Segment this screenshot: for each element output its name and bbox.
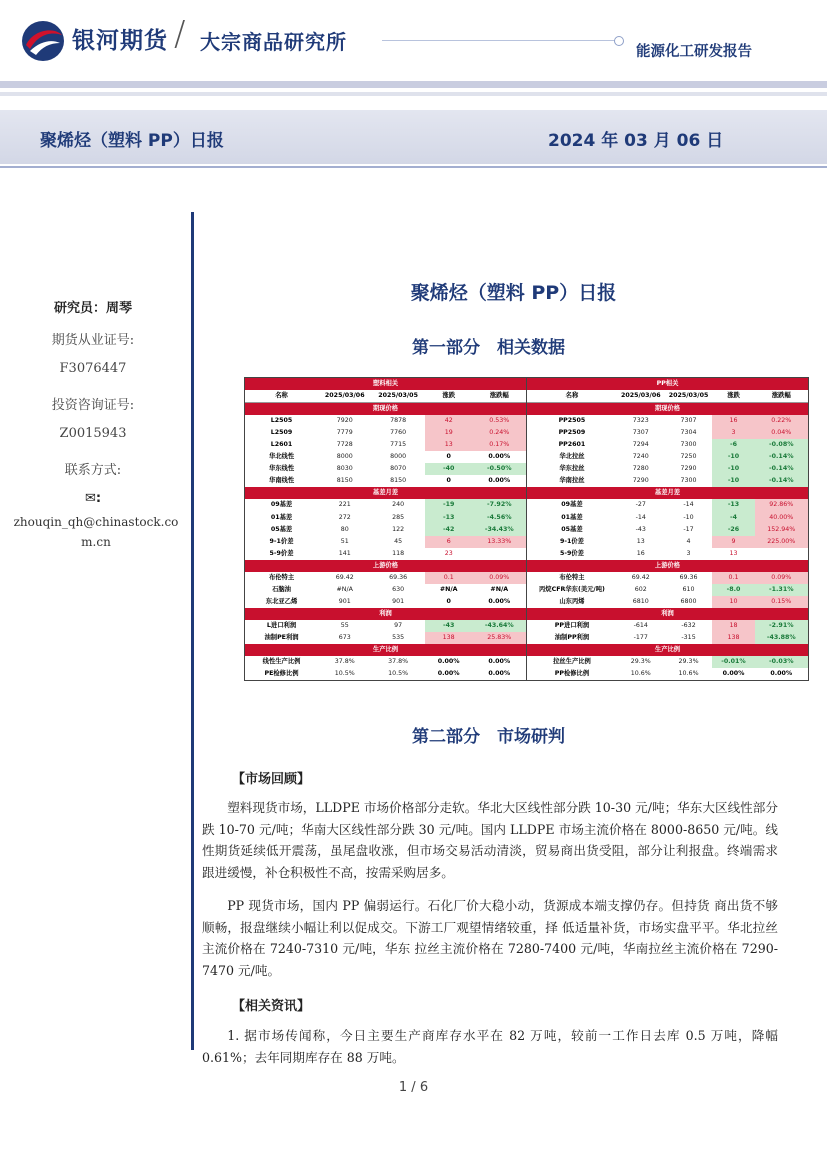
cell: 10.5%: [334, 670, 355, 678]
cell: 7878: [390, 417, 407, 425]
cell: 18: [712, 620, 754, 632]
cell: 141: [338, 549, 351, 557]
table-title: PP相关: [527, 378, 808, 390]
table-row: [245, 572, 526, 584]
row-name: 01基差: [270, 513, 293, 521]
cell: -2.91%: [755, 620, 808, 632]
header-stripe: [0, 81, 827, 88]
cell: [755, 548, 808, 560]
cell: [473, 548, 526, 560]
row-name: 01基差: [561, 513, 583, 521]
cell: 0.09%: [755, 572, 808, 584]
section-heading-analysis: 第二部分 市场研判: [412, 727, 565, 747]
row-name: L进口利润: [266, 621, 297, 629]
cell: -14: [683, 501, 694, 509]
cell: 92.86%: [755, 499, 808, 511]
market-review-pp: PP 现货市场，国内 PP 偏弱运行。石化厂价大稳小动，货源成本端支撑仍存。但持货 商出货不够顺畅，报盘继续小幅让利以促成交。下游工厂观望情绪较重，择 低适量补货，市场实盘平平。华北拉丝主流价格在 7240-7310 元/吨，华东 拉丝主流价格在 7280-7400 元/吨，华南拉丝主流价格在 7290-7470 元/吨。: [202, 898, 778, 978]
cell: 272: [338, 513, 351, 521]
section-heading-data: 第一部分 相关数据: [412, 338, 565, 358]
section-title: 生产比例: [527, 644, 808, 656]
cell: -1.31%: [755, 584, 808, 596]
table-row: [245, 584, 526, 596]
brand-name: 银河期货: [72, 28, 168, 54]
cell: -177: [633, 634, 648, 641]
cell: 7715: [390, 441, 407, 449]
cell: 7290: [680, 465, 697, 473]
row-name: PE检修比例: [264, 670, 299, 678]
table-row: [245, 512, 526, 524]
cell: 10.5%: [388, 670, 409, 678]
institute-name: 大宗商品研究所: [200, 30, 347, 54]
cell: -43: [635, 525, 646, 533]
cell: 285: [392, 513, 405, 521]
cell: 7760: [390, 429, 407, 437]
cell: 40.00%: [755, 512, 808, 524]
cell: 0.00%: [770, 670, 793, 678]
cell: 138: [712, 632, 754, 644]
table-row: [527, 524, 808, 536]
row-name: PP检修比例: [554, 670, 590, 678]
cell: 901: [392, 597, 405, 605]
row-name: PP2505: [558, 417, 586, 425]
header-deco-dot: [614, 36, 624, 46]
cell: 8070: [390, 465, 407, 473]
cell: -8.0: [712, 584, 754, 596]
table-row: [245, 668, 526, 680]
title-bar-underline: [0, 166, 827, 168]
cell: 0.00%: [488, 453, 511, 461]
section-row: [527, 403, 808, 416]
table-row: [245, 427, 526, 439]
section-row: [245, 644, 526, 656]
cell: 8150: [390, 477, 407, 485]
cell: 8000: [390, 453, 407, 461]
cell: -0.03%: [755, 656, 808, 668]
cell: 9: [712, 536, 754, 548]
column-header: 2025/03/05: [371, 390, 424, 403]
cell: -26: [712, 524, 754, 536]
cell: -632: [681, 621, 696, 629]
pp-table: [526, 377, 809, 681]
column-header: 名称: [245, 390, 318, 403]
cell: -13: [425, 512, 473, 524]
cell: 0.53%: [473, 415, 526, 427]
report-date: 2024 年 03 月 06 日: [548, 131, 724, 151]
section-title: 期现价格: [245, 403, 526, 416]
cell: 13: [729, 549, 738, 557]
cell: 0.00%: [437, 658, 460, 666]
market-review-pe: 塑料现货市场，LLDPE 市场价格部分走软。华北大区线性部分跌 10-30 元/吨；华东大区线性部分跌 10-70 元/吨；华南大区线性部分跌 30 元/吨。国内 LLDPE 市场主流价格在 8000-8650 元/吨。线性期货延续低开震荡，虽尾盘收涨，但市场交易活动清淡，贸易商出货受阻，部分让利报盘。终端需求跟进缓慢，补仓积极性不高，按需采购居多。: [202, 800, 778, 880]
row-name: 5-9价差: [559, 549, 584, 557]
cell: 152.94%: [755, 524, 808, 536]
row-name: 华东线性: [268, 465, 295, 473]
cell: -34.43%: [473, 524, 526, 536]
cell: 4: [686, 537, 691, 545]
cell: 8030: [336, 465, 353, 473]
table-title-row: [245, 378, 526, 390]
cell: 122: [392, 525, 405, 533]
cell: 225.00%: [755, 536, 808, 548]
cell: 97: [394, 621, 403, 629]
page-number: 1 / 6: [398, 1080, 429, 1095]
table-row: [527, 451, 808, 463]
cell: -19: [425, 499, 473, 511]
cell: 55: [340, 621, 349, 629]
news-tag: 【相关资讯】: [232, 999, 311, 1014]
cell: 7280: [632, 465, 649, 473]
row-name: 山东丙烯: [559, 597, 585, 605]
section-row: [245, 487, 526, 499]
cell: -4: [712, 512, 754, 524]
row-name: 油制PE利润: [264, 634, 299, 641]
researcher-name: 研究员：周琴: [53, 301, 132, 316]
table-row: [527, 596, 808, 608]
table-row: [527, 620, 808, 632]
cell: 25.83%: [473, 632, 526, 644]
cell: -43.64%: [473, 620, 526, 632]
cell: 0.00%: [488, 597, 511, 605]
cell: 0.1: [425, 572, 473, 584]
contact-label: 联系方式:: [64, 463, 122, 478]
cell: 0.00%: [488, 670, 511, 678]
cell: -315: [681, 634, 696, 641]
cell: 19: [425, 427, 473, 439]
cell: 610: [682, 585, 695, 593]
section-title: 期现价格: [527, 403, 808, 416]
row-name: 石脑油: [272, 585, 291, 593]
table-row: [527, 668, 808, 680]
sidebar-divider: [191, 212, 194, 1050]
table-row: [245, 451, 526, 463]
cell: 0.00%: [488, 658, 511, 666]
row-name: 丙烷CFR华东(美元/吨): [539, 585, 605, 593]
table-row: [245, 596, 526, 608]
table-row: [245, 415, 526, 427]
cell: 6810: [632, 597, 649, 605]
cell: 6: [425, 536, 473, 548]
section-title: 基差月差: [527, 487, 808, 499]
consult-number: Z0015943: [59, 426, 127, 441]
section-title: 上游价格: [527, 560, 808, 572]
cell: -17: [683, 525, 694, 533]
table-row: [527, 572, 808, 584]
page-title: 聚烯烃（塑料 PP）日报: [410, 282, 617, 304]
cell: -43: [425, 620, 473, 632]
plastic-table: [244, 377, 527, 681]
column-header: 名称: [527, 390, 617, 403]
row-name: 布伦特主: [268, 573, 295, 581]
cell: -0.01%: [712, 656, 754, 668]
cell: 80: [340, 525, 349, 533]
cell: -13: [712, 499, 754, 511]
row-name: L2505: [270, 417, 293, 425]
cell: -0.08%: [755, 439, 808, 451]
row-name: 油制PP利润: [554, 634, 590, 641]
column-header: 涨跌幅: [473, 390, 526, 403]
table-title: 塑料相关: [245, 378, 526, 390]
row-name: 华北线性: [268, 453, 295, 461]
cell: 535: [392, 634, 405, 641]
table-row: [527, 475, 808, 487]
cell: 118: [392, 549, 405, 557]
cell: 138: [425, 632, 473, 644]
cell: 3: [686, 549, 691, 557]
table-row: [527, 536, 808, 548]
table-header-row: [527, 390, 808, 403]
cell: 13.33%: [473, 536, 526, 548]
cell: 0.00%: [488, 477, 511, 485]
cell: -40: [425, 463, 473, 475]
table-row: [245, 536, 526, 548]
table-row: [245, 475, 526, 487]
cell: 0.15%: [755, 596, 808, 608]
cell: 3: [712, 427, 754, 439]
cell: -10: [712, 475, 754, 487]
table-row: [527, 427, 808, 439]
cell: 16: [712, 415, 754, 427]
table-row: [527, 656, 808, 668]
cell: -4.56%: [473, 512, 526, 524]
table-row: [245, 524, 526, 536]
header-divider: /: [174, 14, 186, 54]
cell: 29.3%: [630, 658, 651, 666]
section-row: [527, 560, 808, 572]
cell: 6800: [680, 597, 697, 605]
row-name: L2509: [270, 429, 293, 437]
column-header: 2025/03/06: [617, 390, 665, 403]
cell: -6: [712, 439, 754, 451]
cell: 0.24%: [473, 427, 526, 439]
cell: 7779: [336, 429, 353, 437]
market-review-tag: 【市场回顾】: [232, 772, 311, 787]
column-header: 涨跌幅: [755, 390, 808, 403]
cell: 0.09%: [473, 572, 526, 584]
header-deco-line: [382, 40, 622, 41]
section-row: [245, 560, 526, 572]
section-row: [245, 608, 526, 620]
news-item-1: 1. 据市场传闻称，今日主要生产商库存水平在 82 万吨，较前一工作日去库 0.5 万吨，降幅 0.61%；去年同期库存在 88 万吨。: [202, 1028, 778, 1065]
cell: 673: [338, 634, 351, 641]
row-name: 9-1价差: [559, 537, 584, 545]
section-title: 上游价格: [245, 560, 526, 572]
row-name: 线性生产比例: [262, 658, 301, 666]
cell: #N/A: [336, 585, 353, 593]
cell: 69.42: [335, 573, 354, 581]
cell: -42: [425, 524, 473, 536]
table-row: [245, 620, 526, 632]
cell: 0: [446, 453, 451, 461]
cell: 7323: [632, 417, 649, 425]
table-row: [527, 512, 808, 524]
cell: 7307: [680, 417, 697, 425]
cell: 69.36: [679, 573, 698, 581]
cell: 221: [338, 501, 351, 509]
row-name: 东北亚乙烯: [265, 597, 298, 605]
cell: 7294: [632, 441, 649, 449]
row-name: 09基差: [561, 501, 583, 509]
column-header: 2025/03/05: [665, 390, 713, 403]
cell: #N/A: [439, 585, 458, 593]
header-stripe-thin: [0, 92, 827, 96]
section-title: 利润: [527, 608, 808, 620]
table-row: [527, 632, 808, 644]
report-type: 能源化工研发报告: [636, 44, 752, 60]
table-row: [527, 463, 808, 475]
section-title: 生产比例: [245, 644, 526, 656]
cell: 37.8%: [334, 658, 355, 666]
cell: 0.00%: [437, 670, 460, 678]
table-row: [527, 584, 808, 596]
section-row: [527, 644, 808, 656]
cell: 8150: [336, 477, 353, 485]
row-name: L2601: [270, 441, 293, 449]
row-name: PP2601: [558, 441, 586, 449]
cell: 10: [712, 596, 754, 608]
cell: 7300: [680, 441, 697, 449]
row-name: 布伦特主: [559, 573, 585, 581]
row-name: 09基差: [270, 501, 293, 509]
mail-icon: ✉:: [84, 491, 102, 506]
cell: 901: [338, 597, 351, 605]
cell: 10.6%: [630, 670, 651, 678]
table-title-row: [527, 378, 808, 390]
license-label: 期货从业证号:: [51, 333, 135, 348]
cell: -43.88%: [755, 632, 808, 644]
cell: #N/A: [490, 585, 509, 593]
cell: 7240: [632, 453, 649, 461]
row-name: 华北拉丝: [559, 453, 585, 461]
cell: 69.36: [389, 573, 408, 581]
report-title-bar-text: 聚烯烃（塑料 PP）日报: [40, 131, 224, 151]
cell: -0.14%: [755, 451, 808, 463]
row-name: 华南线性: [268, 477, 295, 485]
table-row: [245, 656, 526, 668]
license-number: F3076447: [59, 361, 127, 376]
cell: -27: [635, 501, 646, 509]
cell: -14: [635, 513, 646, 521]
cell: 0.1: [712, 572, 754, 584]
cell: 7304: [680, 429, 697, 437]
cell: 0: [446, 477, 451, 485]
cell: 7920: [336, 417, 353, 425]
section-row: [527, 487, 808, 499]
cell: 7250: [680, 453, 697, 461]
cell: 42: [425, 415, 473, 427]
cell: 45: [394, 537, 403, 545]
cell: -0.50%: [473, 463, 526, 475]
galaxy-logo-icon: [20, 19, 66, 63]
row-name: 05基差: [270, 525, 293, 533]
section-title: 基差月差: [245, 487, 526, 499]
row-name: 华南拉丝: [559, 477, 585, 485]
cell: 7307: [632, 429, 649, 437]
row-name: 9-1价差: [269, 537, 294, 545]
cell: 10.6%: [678, 670, 699, 678]
cell: 0.17%: [473, 439, 526, 451]
row-name: PP2509: [558, 429, 586, 437]
cell: 37.8%: [388, 658, 409, 666]
cell: 51: [340, 537, 349, 545]
cell: 7300: [680, 477, 697, 485]
cell: 630: [392, 585, 405, 593]
cell: -7.92%: [473, 499, 526, 511]
cell: 16: [636, 549, 645, 557]
cell: 13: [636, 537, 645, 545]
consult-label: 投资咨询证号:: [51, 398, 135, 413]
table-row: [245, 463, 526, 475]
cell: 29.3%: [678, 658, 699, 666]
table-row: [245, 548, 526, 560]
section-row: [527, 608, 808, 620]
section-title: 利润: [245, 608, 526, 620]
cell: 7290: [632, 477, 649, 485]
table-row: [245, 439, 526, 451]
cell: -0.14%: [755, 475, 808, 487]
column-header: 涨跌: [425, 390, 473, 403]
row-name: PP进口利润: [554, 621, 590, 629]
cell: 13: [425, 439, 473, 451]
table-row: [527, 548, 808, 560]
cell: 69.42: [631, 573, 650, 581]
cell: -614: [633, 621, 648, 629]
cell: -10: [712, 451, 754, 463]
cell: 8000: [336, 453, 353, 461]
section-row: [245, 403, 526, 416]
row-name: 05基差: [561, 525, 583, 533]
contact-email[interactable]: zhouqin_qh@chinastock.com.cn: [13, 515, 179, 549]
cell: 0.22%: [755, 415, 808, 427]
cell: 0.00%: [722, 670, 745, 678]
table-row: [527, 499, 808, 511]
column-header: 2025/03/06: [318, 390, 371, 403]
table-row: [245, 632, 526, 644]
cell: 7728: [336, 441, 353, 449]
row-name: 华东拉丝: [559, 465, 585, 473]
table-row: [527, 415, 808, 427]
cell: 602: [634, 585, 647, 593]
row-name: 拉丝生产比例: [553, 658, 591, 666]
column-header: 涨跌: [712, 390, 754, 403]
table-row: [527, 439, 808, 451]
cell: 0: [446, 597, 451, 605]
cell: -10: [712, 463, 754, 475]
row-name: 5-9价差: [269, 549, 294, 557]
cell: 240: [392, 501, 405, 509]
cell: -10: [683, 513, 694, 521]
cell: 23: [444, 549, 453, 557]
table-row: [245, 499, 526, 511]
table-header-row: [245, 390, 526, 403]
cell: 0.04%: [755, 427, 808, 439]
cell: -0.14%: [755, 463, 808, 475]
